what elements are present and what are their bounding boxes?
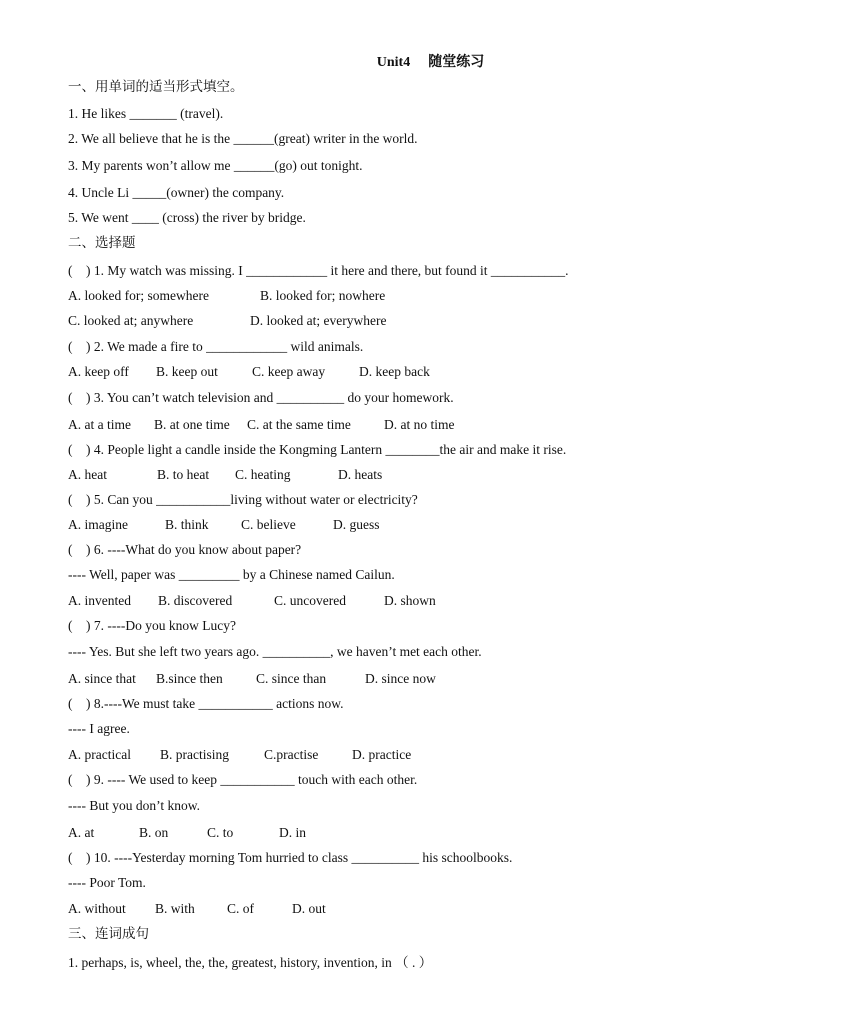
title-subtitle: 随堂练习 (428, 55, 485, 70)
question-10: ( ) 10. ----Yesterday morning Tom hurried to class __________ his schoolbooks. (68, 850, 513, 865)
option-b: B. at one time (154, 417, 230, 432)
option-d: D. guess (333, 517, 380, 532)
option-b: B. practising (160, 747, 229, 762)
section1-heading: 一、用单词的适当形式填空。 (68, 79, 244, 94)
option-d: D. in (279, 825, 306, 840)
option-a: A. at a time (68, 417, 131, 432)
sentence-item-1: 1. perhaps, is, wheel, the, the, greatest, history, invention, in （ . ） (68, 955, 433, 970)
question-2: ( ) 2. We made a fire to ____________ wild animals. (68, 339, 364, 354)
option-c: C. looked at; anywhere (68, 313, 194, 328)
question-1: ( ) 1. My watch was missing. I ____________ it here and there, but found it ___________. (68, 263, 569, 278)
option-c: C. keep away (252, 364, 326, 379)
option-d: D. keep back (359, 364, 430, 379)
question-5: ( ) 5. Can you ___________living without water or electricity? (68, 492, 418, 507)
page-title (0, 51, 861, 71)
option-a: A. since that (68, 671, 136, 686)
option-d: D. heats (338, 467, 383, 482)
option-b: B. think (165, 517, 209, 532)
option-d: D. out (292, 901, 326, 916)
option-d: D. practice (352, 747, 412, 762)
option-a: A. imagine (68, 517, 128, 532)
option-a: A. looked for; somewhere (68, 288, 209, 303)
option-a: A. without (68, 901, 126, 916)
fill-item-2: 2. We all believe that he is the ______(great) writer in the world. (68, 131, 418, 146)
option-c: C. believe (241, 517, 296, 532)
question-9: ( ) 9. ---- We used to keep ___________ touch with each other. (68, 772, 418, 787)
unit-label: Unit4 (376, 55, 411, 70)
option-b: B. to heat (157, 467, 210, 482)
question-8-reply: ---- I agree. (68, 721, 130, 736)
option-c: C. to (207, 825, 234, 840)
question-3: ( ) 3. You can’t watch television and __________ do your homework. (68, 390, 454, 405)
option-d: D. looked at; everywhere (250, 313, 387, 328)
section2-heading: 二、选择题 (68, 235, 136, 250)
option-a: A. heat (68, 467, 107, 482)
option-b: B. on (139, 825, 169, 840)
question-9-reply: ---- But you don’t know. (68, 798, 200, 813)
question-10-reply: ---- Poor Tom. (68, 875, 146, 890)
question-8: ( ) 8.----We must take ___________ actions now. (68, 696, 344, 711)
option-a: A. at (68, 825, 95, 840)
option-b: B. looked for; nowhere (260, 288, 386, 303)
question-7-reply: ---- Yes. But she left two years ago. __________, we haven’t met each other. (68, 644, 482, 659)
option-c: C. since than (256, 671, 327, 686)
question-6-reply: ---- Well, paper was _________ by a Chinese named Cailun. (68, 567, 395, 582)
question-4: ( ) 4. People light a candle inside the Kongming Lantern ________the air and make it rise. (68, 442, 567, 457)
option-c: C. at the same time (247, 417, 351, 432)
question-6: ( ) 6. ----What do you know about paper? (68, 542, 302, 557)
option-c: C.practise (264, 747, 319, 762)
fill-item-3: 3. My parents won’t allow me ______(go) out tonight. (68, 158, 363, 173)
option-b: B. discovered (158, 593, 233, 608)
option-c: C. heating (235, 467, 291, 482)
option-a: A. practical (68, 747, 131, 762)
option-c: C. of (227, 901, 254, 916)
question-7: ( ) 7. ----Do you know Lucy? (68, 618, 236, 633)
option-d: D. shown (384, 593, 436, 608)
option-b: B. with (155, 901, 195, 916)
fill-item-1: 1. He likes _______ (travel). (68, 106, 224, 121)
option-b: B. keep out (156, 364, 218, 379)
option-c: C. uncovered (274, 593, 346, 608)
option-d: D. since now (365, 671, 436, 686)
option-a: A. invented (68, 593, 131, 608)
section3-heading: 三、连词成句 (68, 926, 149, 941)
option-d: D. at no time (384, 417, 455, 432)
option-b: B.since then (156, 671, 223, 686)
fill-item-4: 4. Uncle Li _____(owner) the company. (68, 185, 285, 200)
option-a: A. keep off (68, 364, 129, 379)
fill-item-5: 5. We went ____ (cross) the river by bridge. (68, 210, 306, 225)
